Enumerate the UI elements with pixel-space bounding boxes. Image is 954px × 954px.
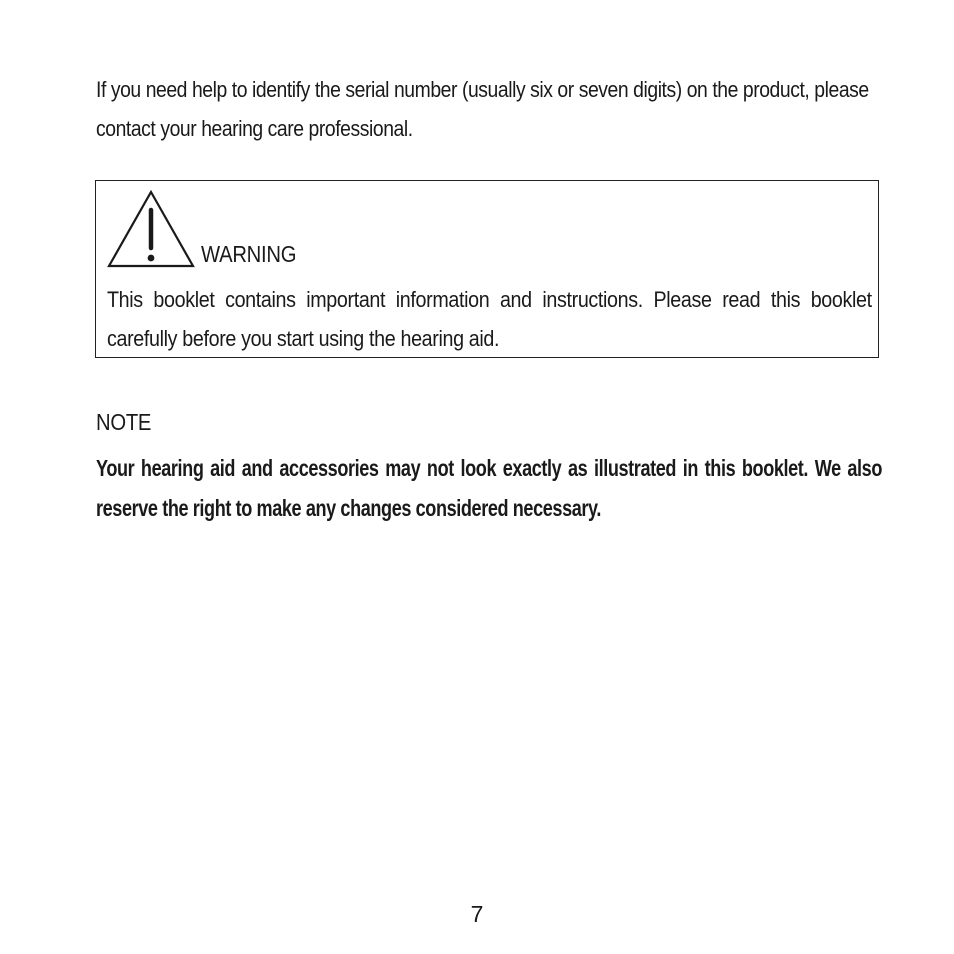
note-text: Your hearing aid and accessories may not look exactly as illustrated in this booklet. We also reserve the right to make any changes considered necessary. [96,455,882,521]
warning-triangle-icon [107,190,195,268]
warning-box [95,180,879,358]
page-number: 7 [470,901,484,927]
intro-paragraph: If you need help to identify the serial number (usually six or seven digits) on the product, please contact your hearing care professional. [96,77,869,141]
note-heading: NOTE [96,409,152,435]
warning-text: This booklet contains important information and instructions. Please read this booklet carefully before you start using the hearing aid. [107,287,872,351]
warning-title: WARNING [201,241,297,267]
